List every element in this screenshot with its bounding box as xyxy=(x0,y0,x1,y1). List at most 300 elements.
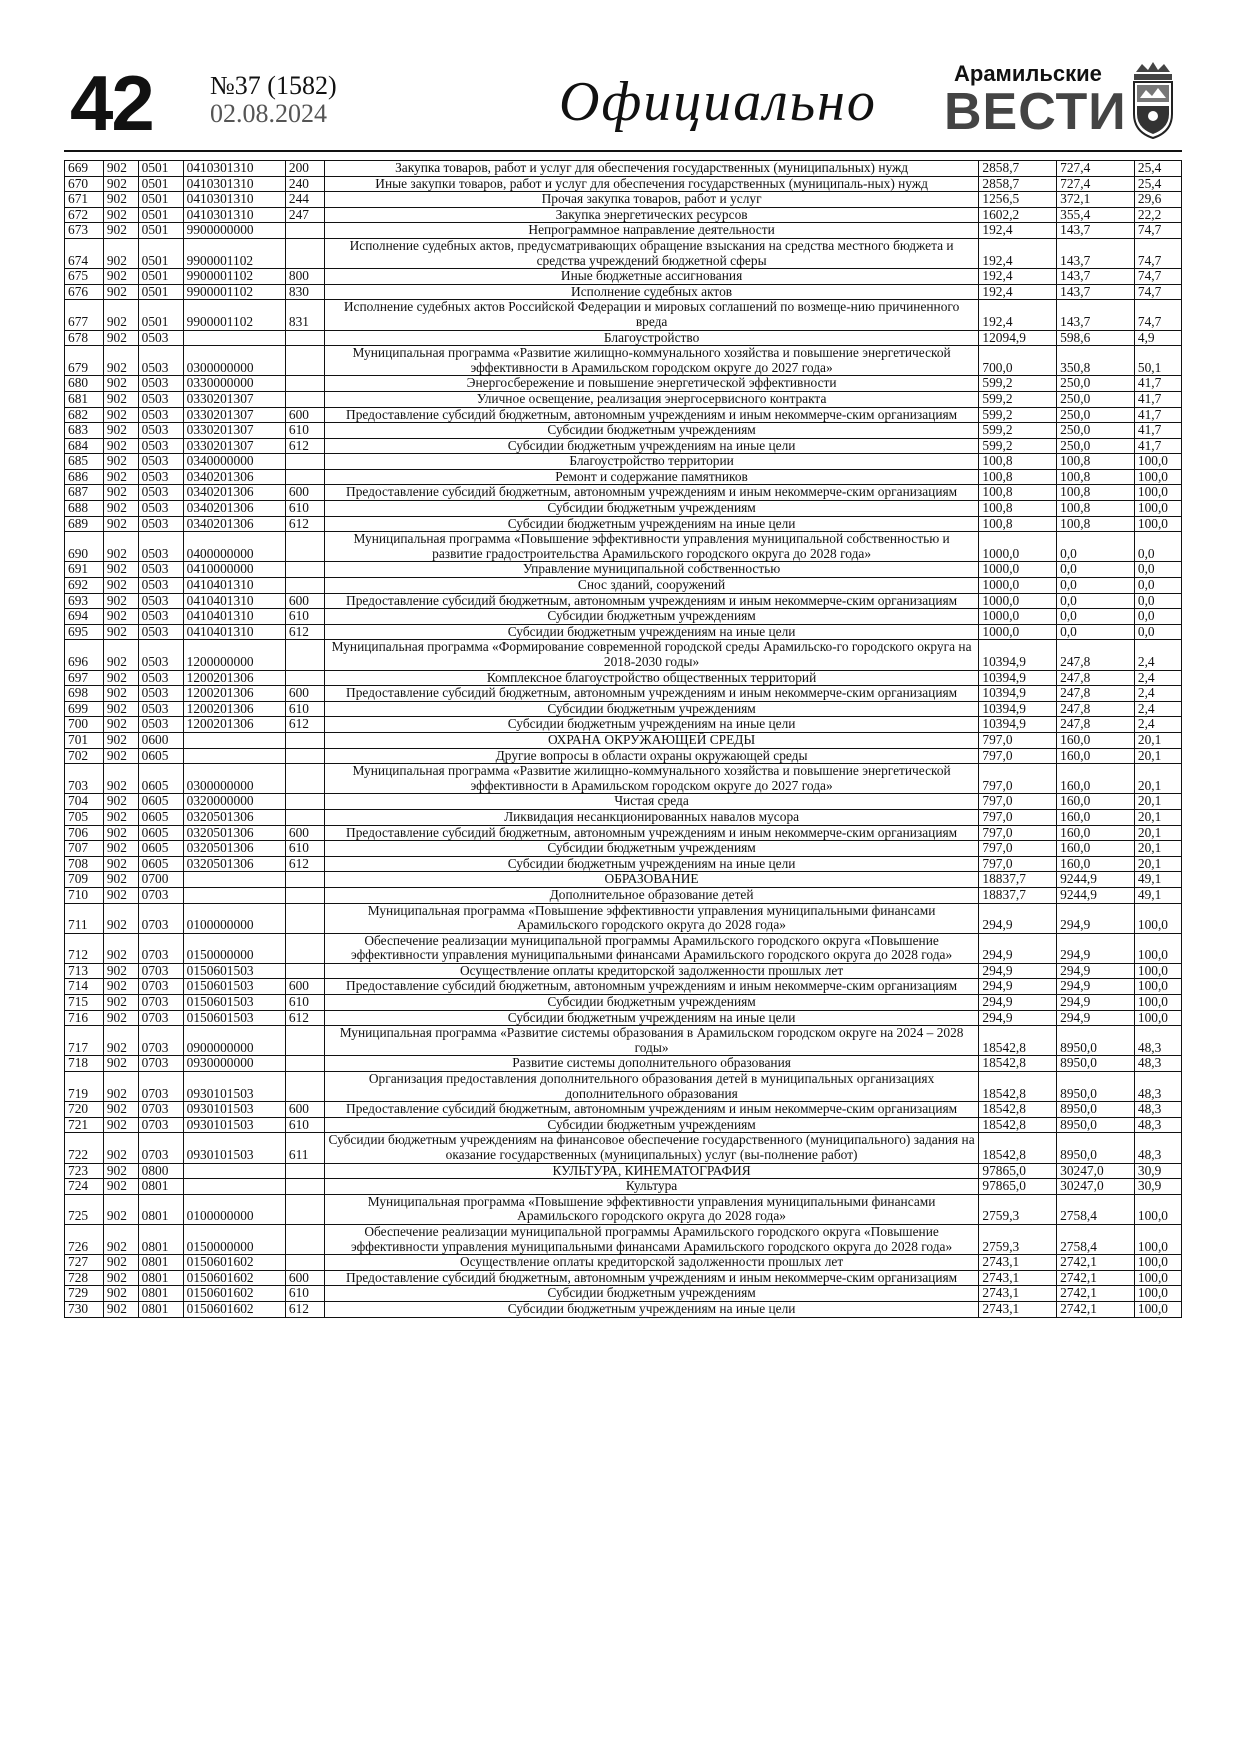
percent-cell: 100,0 xyxy=(1134,1270,1181,1286)
target-article-cell xyxy=(183,1163,285,1179)
plan-amount-cell: 2759,3 xyxy=(979,1224,1057,1254)
row-number-cell: 706 xyxy=(65,825,104,841)
item-name-cell: Обеспечение реализации муниципальной программы Арамильского городского округа «Повышение эффективности управления муниципальными финансами Арамильского городского округа до 2028 года» xyxy=(324,933,979,963)
expense-type-cell xyxy=(285,454,324,470)
percent-cell: 100,0 xyxy=(1134,995,1181,1011)
plan-amount-cell: 1256,5 xyxy=(979,192,1057,208)
issue-date: 02.08.2024 xyxy=(210,99,327,128)
section-code-cell: 0605 xyxy=(138,748,183,764)
plan-amount-cell: 192,4 xyxy=(979,300,1057,330)
target-article-cell: 0340201306 xyxy=(183,485,285,501)
section-code-cell: 0503 xyxy=(138,376,183,392)
section-code-cell: 0801 xyxy=(138,1224,183,1254)
expense-type-cell xyxy=(285,469,324,485)
grbs-code-cell: 902 xyxy=(103,485,138,501)
expense-type-cell xyxy=(285,330,324,346)
plan-amount-cell: 18542,8 xyxy=(979,1026,1057,1056)
percent-cell: 49,1 xyxy=(1134,872,1181,888)
grbs-code-cell: 902 xyxy=(103,207,138,223)
grbs-code-cell: 902 xyxy=(103,1010,138,1026)
plan-amount-cell: 797,0 xyxy=(979,732,1057,748)
grbs-code-cell: 902 xyxy=(103,532,138,562)
expense-type-cell xyxy=(285,748,324,764)
item-name-cell: Муниципальная программа «Развитие жилищно-коммунального хозяйства и повышение энергетической эффективности в Арамильском городском округе до 2027 года» xyxy=(324,346,979,376)
item-name-cell: ОХРАНА ОКРУЖАЮЩЕЙ СРЕДЫ xyxy=(324,732,979,748)
section-code-cell: 0605 xyxy=(138,764,183,794)
executed-amount-cell: 294,9 xyxy=(1057,995,1135,1011)
expense-type-cell xyxy=(285,223,324,239)
item-name-cell: Ремонт и содержание памятников xyxy=(324,469,979,485)
expense-type-cell: 600 xyxy=(285,825,324,841)
executed-amount-cell: 0,0 xyxy=(1057,593,1135,609)
item-name-cell: Комплексное благоустройство общественных территорий xyxy=(324,670,979,686)
grbs-code-cell: 902 xyxy=(103,732,138,748)
percent-cell: 48,3 xyxy=(1134,1072,1181,1102)
plan-amount-cell: 599,2 xyxy=(979,423,1057,439)
expense-type-cell: 830 xyxy=(285,284,324,300)
target-article-cell: 0150601602 xyxy=(183,1286,285,1302)
table-row xyxy=(65,1117,1182,1133)
item-name-cell: Муниципальная программа «Развитие жилищно-коммунального хозяйства и повышение энергетической эффективности в Арамильском городском округе до 2027 года» xyxy=(324,764,979,794)
grbs-code-cell: 902 xyxy=(103,963,138,979)
target-article-cell: 9900001102 xyxy=(183,269,285,285)
executed-amount-cell: 294,9 xyxy=(1057,933,1135,963)
target-article-cell: 1200201306 xyxy=(183,670,285,686)
table-row xyxy=(65,562,1182,578)
item-name-cell: КУЛЬТУРА, КИНЕМАТОГРАФИЯ xyxy=(324,1163,979,1179)
table-row xyxy=(65,485,1182,501)
expense-type-cell xyxy=(285,963,324,979)
expense-type-cell xyxy=(285,1179,324,1195)
percent-cell: 41,7 xyxy=(1134,438,1181,454)
executed-amount-cell: 2758,4 xyxy=(1057,1194,1135,1224)
table-row xyxy=(65,192,1182,208)
row-number-cell: 702 xyxy=(65,748,104,764)
plan-amount-cell: 2743,1 xyxy=(979,1270,1057,1286)
target-article-cell: 0410301310 xyxy=(183,176,285,192)
item-name-cell: Предоставление субсидий бюджетным, автономным учреждениям и иным некоммерче-ским организациям xyxy=(324,407,979,423)
executed-amount-cell: 143,7 xyxy=(1057,269,1135,285)
percent-cell: 50,1 xyxy=(1134,346,1181,376)
section-code-cell: 0503 xyxy=(138,686,183,702)
grbs-code-cell: 902 xyxy=(103,825,138,841)
target-article-cell: 0410301310 xyxy=(183,192,285,208)
percent-cell: 20,1 xyxy=(1134,764,1181,794)
grbs-code-cell: 902 xyxy=(103,1056,138,1072)
plan-amount-cell: 797,0 xyxy=(979,841,1057,857)
plan-amount-cell: 797,0 xyxy=(979,809,1057,825)
plan-amount-cell: 294,9 xyxy=(979,995,1057,1011)
percent-cell: 30,9 xyxy=(1134,1179,1181,1195)
target-article-cell xyxy=(183,1179,285,1195)
target-article-cell: 0100000000 xyxy=(183,1194,285,1224)
executed-amount-cell: 8950,0 xyxy=(1057,1102,1135,1118)
item-name-cell: Исполнение судебных актов xyxy=(324,284,979,300)
percent-cell: 0,0 xyxy=(1134,624,1181,640)
plan-amount-cell: 100,8 xyxy=(979,501,1057,517)
executed-amount-cell: 9244,9 xyxy=(1057,872,1135,888)
plan-amount-cell: 18542,8 xyxy=(979,1056,1057,1072)
section-code-cell: 0703 xyxy=(138,979,183,995)
item-name-cell: Иные закупки товаров, работ и услуг для обеспечения государственных (муниципаль-ных) нужд xyxy=(324,176,979,192)
executed-amount-cell: 294,9 xyxy=(1057,1010,1135,1026)
expense-type-cell xyxy=(285,903,324,933)
target-article-cell xyxy=(183,748,285,764)
item-name-cell: Снос зданий, сооружений xyxy=(324,578,979,594)
percent-cell: 100,0 xyxy=(1134,501,1181,517)
plan-amount-cell: 797,0 xyxy=(979,825,1057,841)
plan-amount-cell: 97865,0 xyxy=(979,1163,1057,1179)
table-row xyxy=(65,1010,1182,1026)
item-name-cell: Субсидии бюджетным учреждениям xyxy=(324,841,979,857)
table-row xyxy=(65,701,1182,717)
item-name-cell: Прочая закупка товаров, работ и услуг xyxy=(324,192,979,208)
row-number-cell: 716 xyxy=(65,1010,104,1026)
executed-amount-cell: 598,6 xyxy=(1057,330,1135,346)
section-code-cell: 0605 xyxy=(138,856,183,872)
newspaper-logo xyxy=(944,61,1127,142)
row-number-cell: 700 xyxy=(65,717,104,733)
row-number-cell: 687 xyxy=(65,485,104,501)
item-name-cell: Субсидии бюджетным учреждениям на иные цели xyxy=(324,624,979,640)
expense-type-cell xyxy=(285,1026,324,1056)
percent-cell: 20,1 xyxy=(1134,794,1181,810)
executed-amount-cell: 727,4 xyxy=(1057,161,1135,177)
section-code-cell: 0501 xyxy=(138,176,183,192)
table-row xyxy=(65,809,1182,825)
grbs-code-cell: 902 xyxy=(103,300,138,330)
grbs-code-cell: 902 xyxy=(103,578,138,594)
percent-cell: 20,1 xyxy=(1134,732,1181,748)
logo-top-text: Арамильские xyxy=(954,61,1102,86)
table-row xyxy=(65,1102,1182,1118)
grbs-code-cell: 902 xyxy=(103,1179,138,1195)
target-article-cell: 0410301310 xyxy=(183,161,285,177)
executed-amount-cell: 250,0 xyxy=(1057,438,1135,454)
section-code-cell: 0501 xyxy=(138,207,183,223)
item-name-cell: Муниципальная программа «Повышение эффективности управления муниципальной собственностью и развитие градостроительства Арамильского городского округа до 2028 года» xyxy=(324,532,979,562)
grbs-code-cell: 902 xyxy=(103,238,138,268)
expense-type-cell xyxy=(285,1255,324,1271)
target-article-cell: 0150601503 xyxy=(183,979,285,995)
table-row xyxy=(65,794,1182,810)
target-article-cell: 0320501306 xyxy=(183,841,285,857)
executed-amount-cell: 8950,0 xyxy=(1057,1072,1135,1102)
percent-cell: 74,7 xyxy=(1134,284,1181,300)
expense-type-cell xyxy=(285,238,324,268)
table-row xyxy=(65,376,1182,392)
section-code-cell: 0703 xyxy=(138,1102,183,1118)
row-number-cell: 715 xyxy=(65,995,104,1011)
table-row xyxy=(65,933,1182,963)
table-row xyxy=(65,300,1182,330)
grbs-code-cell: 902 xyxy=(103,516,138,532)
section-code-cell: 0703 xyxy=(138,903,183,933)
target-article-cell: 0340201306 xyxy=(183,469,285,485)
item-name-cell: Ликвидация несанкционированных навалов мусора xyxy=(324,809,979,825)
section-code-cell: 0503 xyxy=(138,454,183,470)
percent-cell: 48,3 xyxy=(1134,1056,1181,1072)
table-row xyxy=(65,501,1182,517)
item-name-cell: Осуществление оплаты кредиторской задолженности прошлых лет xyxy=(324,963,979,979)
target-article-cell: 0410401310 xyxy=(183,624,285,640)
target-article-cell: 0320501306 xyxy=(183,809,285,825)
executed-amount-cell: 100,8 xyxy=(1057,516,1135,532)
item-name-cell: Муниципальная программа «Повышение эффективности управления муниципальными финансами Арамильского городского округа до 2028 года» xyxy=(324,1194,979,1224)
row-number-cell: 712 xyxy=(65,933,104,963)
expense-type-cell: 600 xyxy=(285,1102,324,1118)
table-row xyxy=(65,624,1182,640)
executed-amount-cell: 100,8 xyxy=(1057,454,1135,470)
grbs-code-cell: 902 xyxy=(103,1224,138,1254)
grbs-code-cell: 902 xyxy=(103,346,138,376)
executed-amount-cell: 8950,0 xyxy=(1057,1056,1135,1072)
expense-type-cell xyxy=(285,640,324,670)
grbs-code-cell: 902 xyxy=(103,701,138,717)
plan-amount-cell: 100,8 xyxy=(979,469,1057,485)
percent-cell: 74,7 xyxy=(1134,300,1181,330)
item-name-cell: Муниципальная программа «Формирование современной городской среды Арамильско-го городского округа на 2018-2030 годы» xyxy=(324,640,979,670)
row-number-cell: 697 xyxy=(65,670,104,686)
plan-amount-cell: 2759,3 xyxy=(979,1194,1057,1224)
executed-amount-cell: 247,8 xyxy=(1057,717,1135,733)
plan-amount-cell: 2743,1 xyxy=(979,1301,1057,1317)
executed-amount-cell: 160,0 xyxy=(1057,809,1135,825)
percent-cell: 20,1 xyxy=(1134,809,1181,825)
executed-amount-cell: 247,8 xyxy=(1057,640,1135,670)
item-name-cell: Субсидии бюджетным учреждениям на иные цели xyxy=(324,1010,979,1026)
expense-type-cell: 612 xyxy=(285,438,324,454)
table-row xyxy=(65,284,1182,300)
section-code-cell: 0605 xyxy=(138,825,183,841)
plan-amount-cell: 18837,7 xyxy=(979,887,1057,903)
expense-type-cell xyxy=(285,346,324,376)
expense-type-cell: 247 xyxy=(285,207,324,223)
row-number-cell: 680 xyxy=(65,376,104,392)
table-row xyxy=(65,764,1182,794)
executed-amount-cell: 2742,1 xyxy=(1057,1301,1135,1317)
grbs-code-cell: 902 xyxy=(103,1163,138,1179)
executed-amount-cell: 100,8 xyxy=(1057,469,1135,485)
percent-cell: 48,3 xyxy=(1134,1117,1181,1133)
item-name-cell: Закупка товаров, работ и услуг для обеспечения государственных (муниципальных) нужд xyxy=(324,161,979,177)
table-row xyxy=(65,207,1182,223)
grbs-code-cell: 902 xyxy=(103,391,138,407)
expense-type-cell: 800 xyxy=(285,269,324,285)
executed-amount-cell: 2758,4 xyxy=(1057,1224,1135,1254)
percent-cell: 0,0 xyxy=(1134,578,1181,594)
executed-amount-cell: 350,8 xyxy=(1057,346,1135,376)
row-number-cell: 704 xyxy=(65,794,104,810)
percent-cell: 41,7 xyxy=(1134,376,1181,392)
section-code-cell: 0703 xyxy=(138,963,183,979)
row-number-cell: 690 xyxy=(65,532,104,562)
target-article-cell: 1200201306 xyxy=(183,717,285,733)
section-code-cell: 0501 xyxy=(138,300,183,330)
target-article-cell: 0150601503 xyxy=(183,1010,285,1026)
executed-amount-cell: 250,0 xyxy=(1057,423,1135,439)
plan-amount-cell: 18542,8 xyxy=(979,1072,1057,1102)
percent-cell: 100,0 xyxy=(1134,933,1181,963)
expense-type-cell xyxy=(285,732,324,748)
plan-amount-cell: 12094,9 xyxy=(979,330,1057,346)
table-row xyxy=(65,176,1182,192)
section-code-cell: 0800 xyxy=(138,1163,183,1179)
section-code-cell: 0801 xyxy=(138,1301,183,1317)
item-name-cell: Непрограммное направление деятельности xyxy=(324,223,979,239)
percent-cell: 41,7 xyxy=(1134,423,1181,439)
item-name-cell: Субсидии бюджетным учреждениям xyxy=(324,701,979,717)
expense-type-cell xyxy=(285,1056,324,1072)
expense-type-cell: 600 xyxy=(285,979,324,995)
expense-type-cell xyxy=(285,562,324,578)
item-name-cell: Закупка энергетических ресурсов xyxy=(324,207,979,223)
plan-amount-cell: 2858,7 xyxy=(979,161,1057,177)
item-name-cell: Исполнение судебных актов Российской Федерации и мировых соглашений по возмеще-нию причиненного вреда xyxy=(324,300,979,330)
row-number-cell: 669 xyxy=(65,161,104,177)
expense-type-cell xyxy=(285,933,324,963)
row-number-cell: 719 xyxy=(65,1072,104,1102)
grbs-code-cell: 902 xyxy=(103,979,138,995)
item-name-cell: Другие вопросы в области охраны окружающей среды xyxy=(324,748,979,764)
executed-amount-cell: 0,0 xyxy=(1057,562,1135,578)
expense-type-cell: 200 xyxy=(285,161,324,177)
expense-type-cell: 600 xyxy=(285,593,324,609)
row-number-cell: 718 xyxy=(65,1056,104,1072)
section-code-cell: 0503 xyxy=(138,670,183,686)
section-code-cell: 0801 xyxy=(138,1194,183,1224)
item-name-cell: Субсидии бюджетным учреждениям xyxy=(324,1286,979,1302)
target-article-cell: 0410401310 xyxy=(183,609,285,625)
percent-cell: 100,0 xyxy=(1134,963,1181,979)
table-row xyxy=(65,438,1182,454)
section-code-cell: 0501 xyxy=(138,284,183,300)
expense-type-cell xyxy=(285,532,324,562)
row-number-cell: 675 xyxy=(65,269,104,285)
section-code-cell: 0605 xyxy=(138,841,183,857)
executed-amount-cell: 8950,0 xyxy=(1057,1117,1135,1133)
row-number-cell: 681 xyxy=(65,391,104,407)
grbs-code-cell: 902 xyxy=(103,269,138,285)
executed-amount-cell: 8950,0 xyxy=(1057,1026,1135,1056)
row-number-cell: 714 xyxy=(65,979,104,995)
section-code-cell: 0703 xyxy=(138,1056,183,1072)
row-number-cell: 722 xyxy=(65,1133,104,1163)
target-article-cell xyxy=(183,872,285,888)
target-article-cell: 0410401310 xyxy=(183,578,285,594)
table-row xyxy=(65,732,1182,748)
item-name-cell: Субсидии бюджетным учреждениям на иные цели xyxy=(324,516,979,532)
target-article-cell: 0330201307 xyxy=(183,407,285,423)
table-row xyxy=(65,423,1182,439)
executed-amount-cell: 355,4 xyxy=(1057,207,1135,223)
target-article-cell: 0330000000 xyxy=(183,376,285,392)
executed-amount-cell: 2742,1 xyxy=(1057,1255,1135,1271)
target-article-cell xyxy=(183,330,285,346)
grbs-code-cell: 902 xyxy=(103,454,138,470)
table-row xyxy=(65,1270,1182,1286)
plan-amount-cell: 797,0 xyxy=(979,764,1057,794)
plan-amount-cell: 294,9 xyxy=(979,963,1057,979)
target-article-cell: 0320501306 xyxy=(183,856,285,872)
target-article-cell: 0930000000 xyxy=(183,1056,285,1072)
section-code-cell: 0605 xyxy=(138,809,183,825)
row-number-cell: 685 xyxy=(65,454,104,470)
row-number-cell: 711 xyxy=(65,903,104,933)
plan-amount-cell: 18542,8 xyxy=(979,1102,1057,1118)
percent-cell: 2,4 xyxy=(1134,640,1181,670)
table-row xyxy=(65,1163,1182,1179)
grbs-code-cell: 902 xyxy=(103,609,138,625)
section-code-cell: 0503 xyxy=(138,501,183,517)
plan-amount-cell: 10394,9 xyxy=(979,640,1057,670)
percent-cell: 74,7 xyxy=(1134,238,1181,268)
logo-main-text: ВЕСТИ xyxy=(944,83,1127,141)
row-number-cell: 674 xyxy=(65,238,104,268)
row-number-cell: 689 xyxy=(65,516,104,532)
table-row xyxy=(65,609,1182,625)
expense-type-cell: 610 xyxy=(285,609,324,625)
executed-amount-cell: 160,0 xyxy=(1057,794,1135,810)
plan-amount-cell: 294,9 xyxy=(979,1010,1057,1026)
row-number-cell: 699 xyxy=(65,701,104,717)
plan-amount-cell: 97865,0 xyxy=(979,1179,1057,1195)
table-row xyxy=(65,825,1182,841)
row-number-cell: 691 xyxy=(65,562,104,578)
row-number-cell: 709 xyxy=(65,872,104,888)
table-row xyxy=(65,887,1182,903)
executed-amount-cell: 372,1 xyxy=(1057,192,1135,208)
row-number-cell: 730 xyxy=(65,1301,104,1317)
target-article-cell: 0330201307 xyxy=(183,423,285,439)
percent-cell: 20,1 xyxy=(1134,856,1181,872)
table-row xyxy=(65,346,1182,376)
expense-type-cell xyxy=(285,1194,324,1224)
table-row xyxy=(65,1224,1182,1254)
section-code-cell: 0801 xyxy=(138,1255,183,1271)
target-article-cell: 0930101503 xyxy=(183,1102,285,1118)
percent-cell: 48,3 xyxy=(1134,1102,1181,1118)
row-number-cell: 698 xyxy=(65,686,104,702)
plan-amount-cell: 2743,1 xyxy=(979,1286,1057,1302)
target-article-cell: 0300000000 xyxy=(183,764,285,794)
grbs-code-cell: 902 xyxy=(103,223,138,239)
executed-amount-cell: 247,8 xyxy=(1057,670,1135,686)
table-row xyxy=(65,407,1182,423)
plan-amount-cell: 2743,1 xyxy=(979,1255,1057,1271)
grbs-code-cell: 902 xyxy=(103,856,138,872)
percent-cell: 74,7 xyxy=(1134,269,1181,285)
executed-amount-cell: 247,8 xyxy=(1057,686,1135,702)
row-number-cell: 694 xyxy=(65,609,104,625)
table-row xyxy=(65,1301,1182,1317)
grbs-code-cell: 902 xyxy=(103,764,138,794)
expense-type-cell xyxy=(285,1163,324,1179)
table-row xyxy=(65,686,1182,702)
item-name-cell: ОБРАЗОВАНИЕ xyxy=(324,872,979,888)
percent-cell: 100,0 xyxy=(1134,485,1181,501)
target-article-cell xyxy=(183,887,285,903)
target-article-cell: 0340201306 xyxy=(183,516,285,532)
grbs-code-cell: 902 xyxy=(103,640,138,670)
row-number-cell: 679 xyxy=(65,346,104,376)
grbs-code-cell: 902 xyxy=(103,809,138,825)
item-name-cell: Уличное освещение, реализация энергосервисного контракта xyxy=(324,391,979,407)
item-name-cell: Энергосбережение и повышение энергетической эффективности xyxy=(324,376,979,392)
item-name-cell: Субсидии бюджетным учреждениям на иные цели xyxy=(324,856,979,872)
table-row xyxy=(65,269,1182,285)
expense-type-cell xyxy=(285,1224,324,1254)
